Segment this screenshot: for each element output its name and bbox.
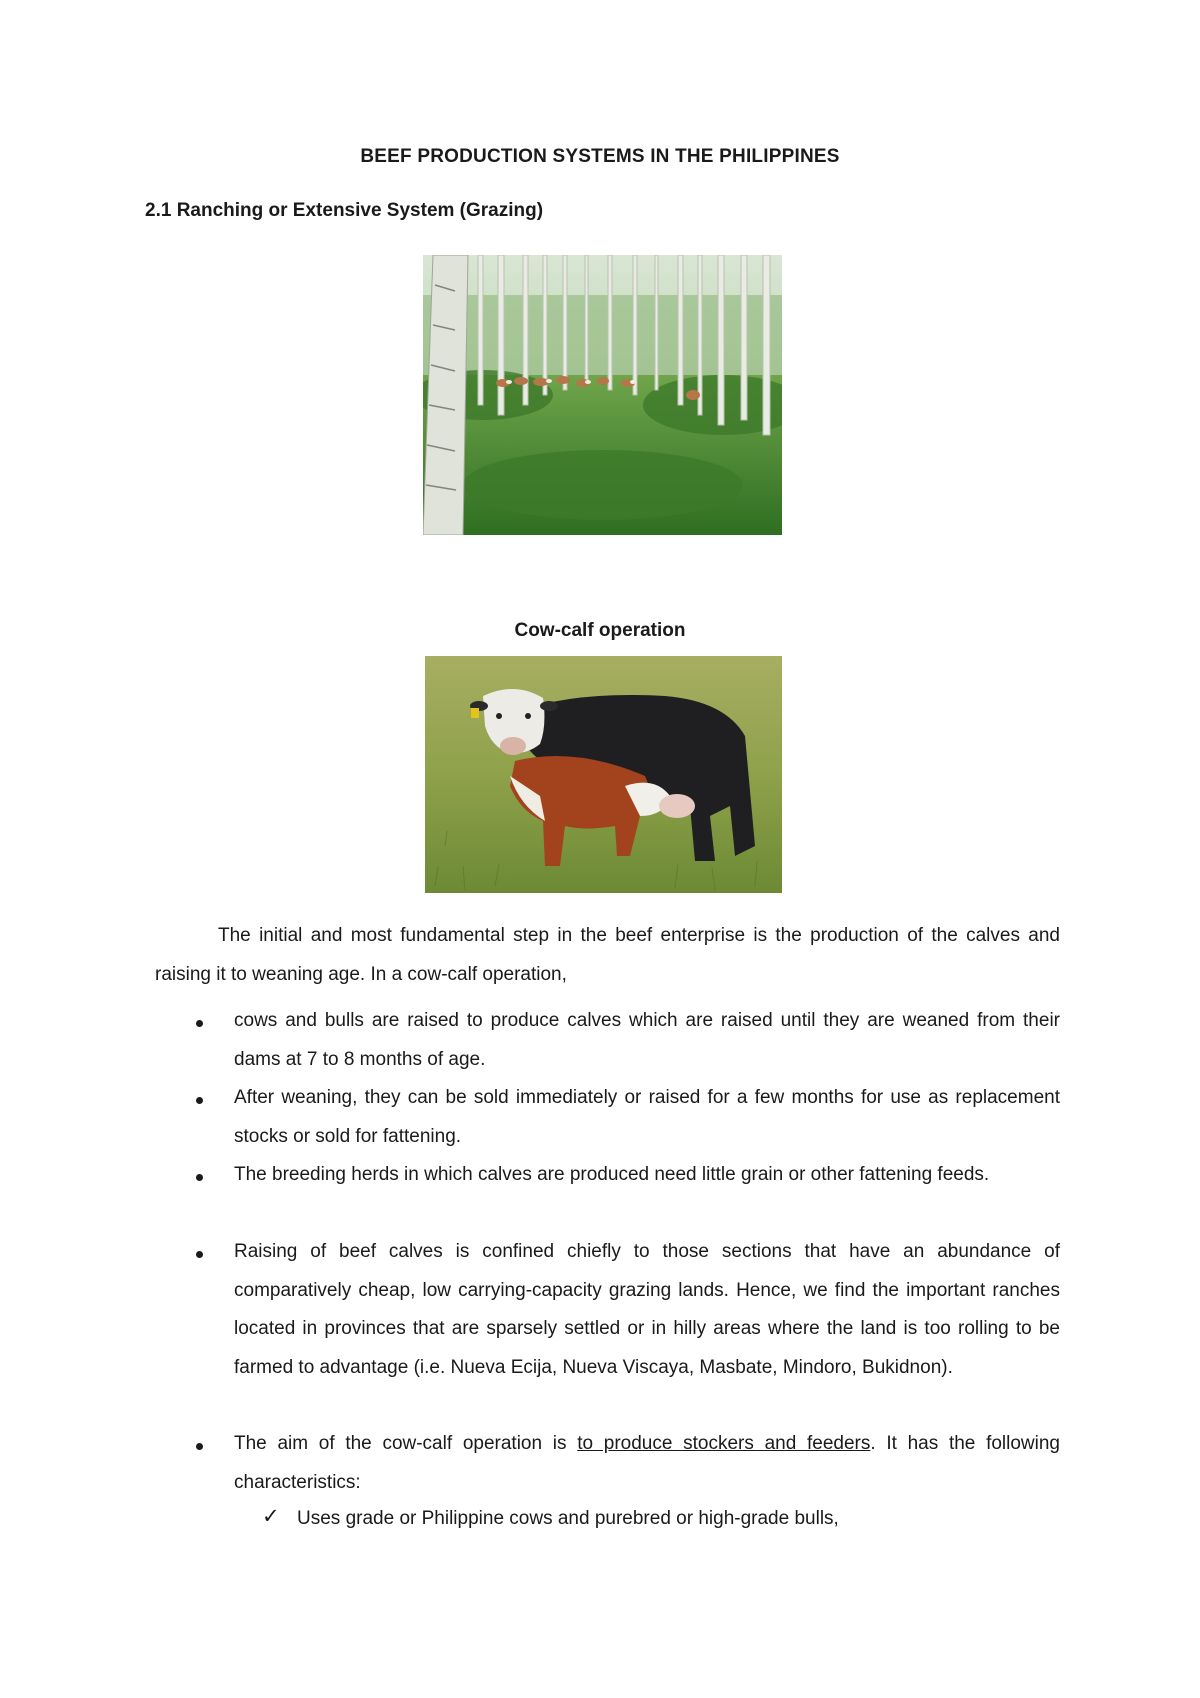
section-heading: 2.1 Ranching or Extensive System (Grazing) — [145, 200, 544, 221]
checklist-item-text: Uses grade or Philippine cows and purebred or high-grade bulls, — [297, 1508, 839, 1529]
list-item-text: The breeding herds in which calves are produced need little grain or other fattening feeds. — [234, 1164, 990, 1185]
list-item-text: After weaning, they can be sold immediately or raised for a few months for use as replacement stocks or sold for fattening. — [234, 1087, 1060, 1147]
cow-calf-photo — [425, 656, 782, 893]
list-item-text — [234, 1425, 1060, 1502]
bullet-icon — [196, 1097, 203, 1104]
bullet-icon — [196, 1174, 203, 1181]
figure-caption: Cow-calf operation — [514, 620, 686, 641]
aim-underlined-text: to produce stockers and feeders — [577, 1433, 871, 1454]
bullet-icon — [196, 1251, 203, 1258]
aim-text-before: The aim of the cow-calf operation is — [234, 1433, 578, 1454]
bullet-icon — [196, 1020, 203, 1027]
intro-paragraph: The initial and most fundamental step in the beef enterprise is the production of the calves and raising it to weaning age. In a cow-calf operation, — [155, 925, 1060, 985]
bullet-icon — [196, 1443, 203, 1450]
page-title: BEEF PRODUCTION SYSTEMS IN THE PHILIPPINES — [360, 146, 840, 167]
list-item-text: Raising of beef calves is confined chiefly to those sections that have an abundance of comparatively cheap, low carrying-capacity grazing lands. Hence, we find the important ranches located in provinces that are sparsely settled or in hilly areas where the land is too rolling to be farmed to advantage (i.e. Nueva Ecija, Nueva Viscaya, Masbate, Mindoro, Bukidnon). — [234, 1241, 1060, 1378]
aim-text-after: . It has the following characteristics: — [234, 1433, 1061, 1493]
ranch-grazing-photo — [423, 255, 782, 535]
list-item-text: cows and bulls are raised to produce calves which are raised until they are weaned from their dams at 7 to 8 months of age. — [234, 1010, 1060, 1070]
checkmark-icon: ✓ — [262, 1505, 280, 1528]
